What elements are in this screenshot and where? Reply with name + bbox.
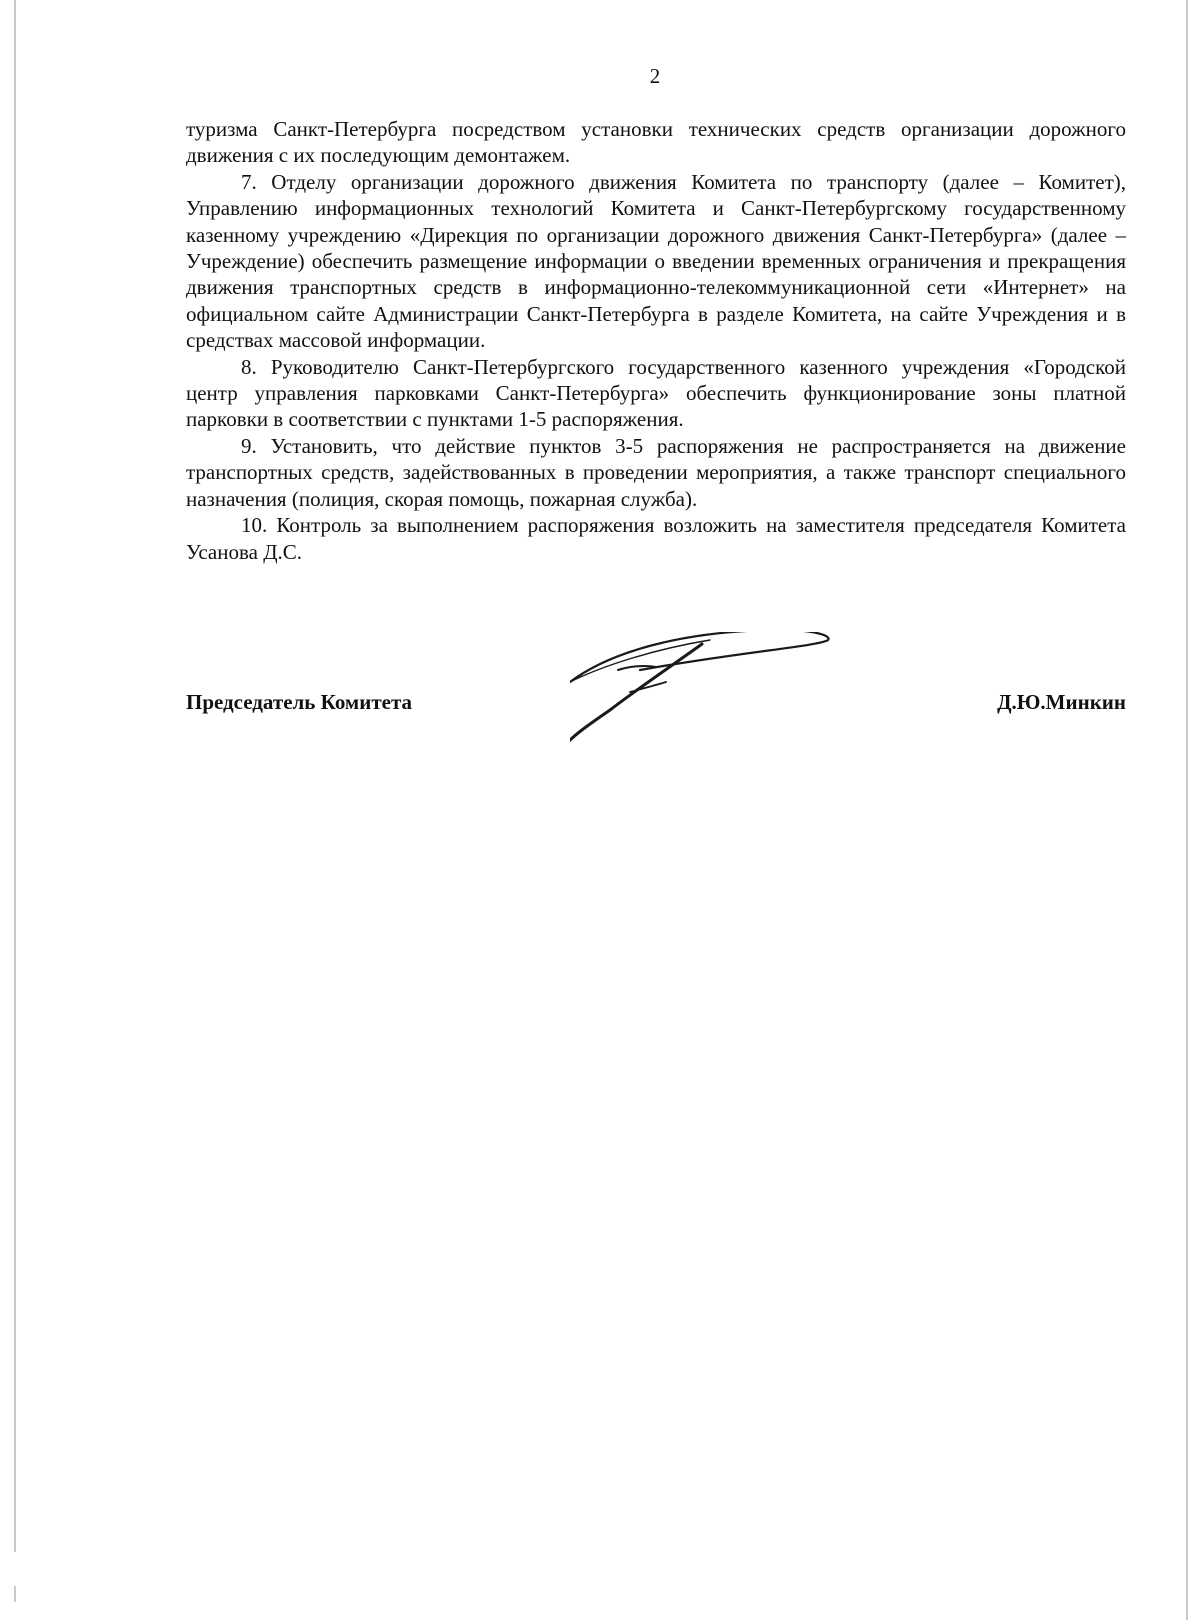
paragraph-item-8: 8. Руководителю Санкт-Петербургского государственного казенного учреждения «Городской центр управления парковками Санкт-Петербурга» обеспечить функционирование зоны платной парковки в соответствии с пунктами 1-5 распоряжения. [186, 354, 1126, 432]
signer-name: Д.Ю.Минкин [997, 690, 1126, 714]
signature-block [186, 690, 1126, 720]
left-page-edge-mark [14, 1586, 16, 1602]
left-page-edge [14, 0, 16, 1552]
right-page-edge [1186, 0, 1188, 1620]
page-number: 2 [649, 64, 661, 88]
signer-title: Председатель Комитета [186, 690, 413, 714]
paragraph-item-9: 9. Установить, что действие пунктов 3-5 распоряжения не распространяется на движение транспортных средств, задействованных в проведении мероприятия, а также транспорт специального назначения (полиция, скорая помощь, пожарная служба). [186, 433, 1126, 511]
document-body [186, 116, 1126, 565]
paragraph-continuation: туризма Санкт-Петербурга посредством установки технических средств организации дорожного движения с их последующим демонтажем. [186, 117, 1126, 168]
paragraph-item-10: 10. Контроль за выполнением распоряжения возложить на заместителя председателя Комитета Усанова Д.С. [186, 513, 1126, 564]
paragraph-item-7: 7. Отделу организации дорожного движения Комитета по транспорту (далее – Комитет), Управлению информационных технологий Комитета и Санкт-Петербургскому государственному казенному учреждению «Дирекция по организации дорожного движения Санкт-Петербурга» (далее – Учреждение) обеспечить размещение информации о введении временных ограничения и прекращения движения транспортных средств в информационно-телекоммуникационной сети «Интернет» на официальном сайте Администрации Санкт-Петербурга в разделе Комитета, на сайте Учреждения и в средствах массовой информации. [186, 169, 1126, 353]
